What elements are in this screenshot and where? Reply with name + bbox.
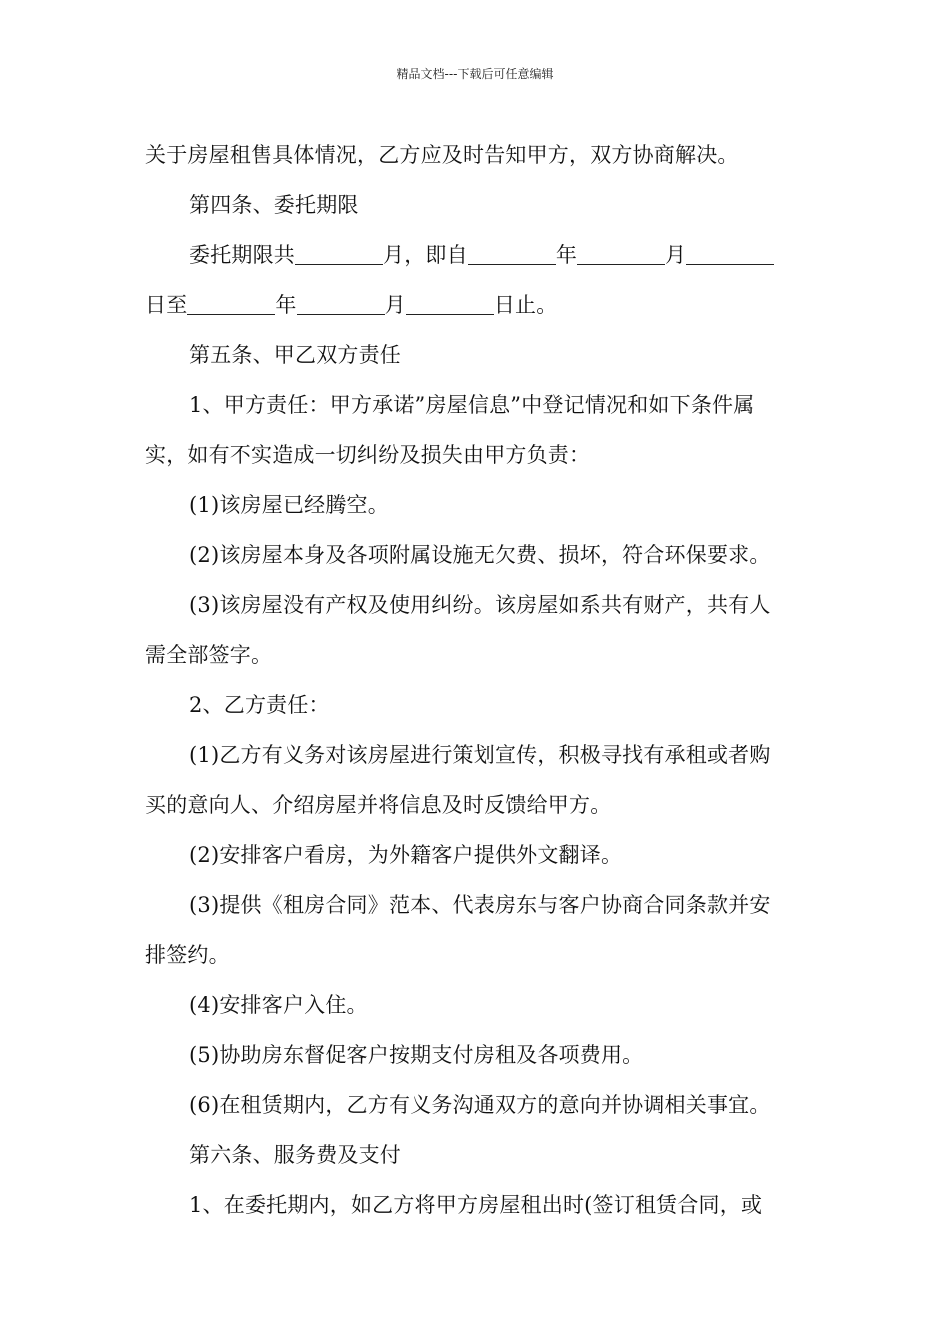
text-segment: 月 — [384, 293, 406, 317]
page-header: 精品文档---下载后可任意编辑 — [396, 67, 554, 81]
fill-blank-start-year[interactable] — [468, 240, 556, 265]
list-item: (6)在租赁期内，乙方有义务沟通双方的意向并协调相关事宜。 — [189, 1093, 771, 1117]
paragraph-line: 关于房屋租售具体情况，乙方应及时告知甲方，双方协商解决。 — [145, 143, 739, 167]
article-6-title: 第六条、服务费及支付 — [189, 1143, 401, 1167]
term-line-2 — [145, 280, 810, 330]
term-line-1 — [145, 230, 810, 280]
text-segment: 日止。 — [493, 293, 558, 317]
list-item: (1)该房屋已经腾空。 — [189, 493, 389, 517]
article-4-title: 第四条、委托期限 — [189, 193, 359, 217]
text-segment: 月 — [665, 243, 687, 267]
article-5-title: 第五条、甲乙双方责任 — [189, 343, 401, 367]
list-item: (1)乙方有义务对该房屋进行策划宣传，积极寻找有承租或者购 — [189, 743, 771, 767]
paragraph-line: 1、在委托期内，如乙方将甲方房屋租出时(签订租赁合同，或 — [189, 1193, 763, 1217]
list-item-continuation: 排签约。 — [145, 943, 230, 967]
list-item-continuation: 需全部签字。 — [145, 643, 273, 667]
fill-blank-months[interactable] — [295, 240, 383, 265]
text-segment: 月，即自 — [383, 243, 468, 267]
text-segment: 年 — [275, 293, 297, 317]
list-item: (2)该房屋本身及各项附属设施无欠费、损坏，符合环保要求。 — [189, 543, 771, 567]
list-item: (3)该房屋没有产权及使用纠纷。该房屋如系共有财产，共有人 — [189, 593, 771, 617]
paragraph-line: 实，如有不实造成一切纠纷及损失由甲方负责： — [145, 443, 591, 467]
document-body — [145, 130, 810, 1230]
list-item: (3)提供《租房合同》范本、代表房东与客户协商合同条款并安 — [189, 893, 771, 917]
text-segment: 委托期限共 — [189, 243, 295, 267]
list-item: (2)安排客户看房，为外籍客户提供外文翻译。 — [189, 843, 623, 867]
list-item: (5)协助房东督促客户按期支付房租及各项费用。 — [189, 1043, 644, 1067]
fill-blank-end-year[interactable] — [187, 290, 275, 315]
fill-blank-start-month[interactable] — [577, 240, 665, 265]
text-segment: 日至 — [145, 293, 188, 317]
fill-blank-start-day[interactable] — [686, 240, 774, 265]
list-item: (4)安排客户入住。 — [189, 993, 368, 1017]
text-segment: 年 — [555, 243, 578, 267]
section-subtitle: 2、乙方责任： — [189, 693, 330, 717]
fill-blank-end-day[interactable] — [406, 290, 494, 315]
list-item-continuation: 买的意向人、介绍房屋并将信息及时反馈给甲方。 — [145, 793, 612, 817]
fill-blank-end-month[interactable] — [297, 290, 385, 315]
paragraph-line: 1、甲方责任：甲方承诺”房屋信息”中登记情况和如下条件属 — [189, 393, 755, 417]
